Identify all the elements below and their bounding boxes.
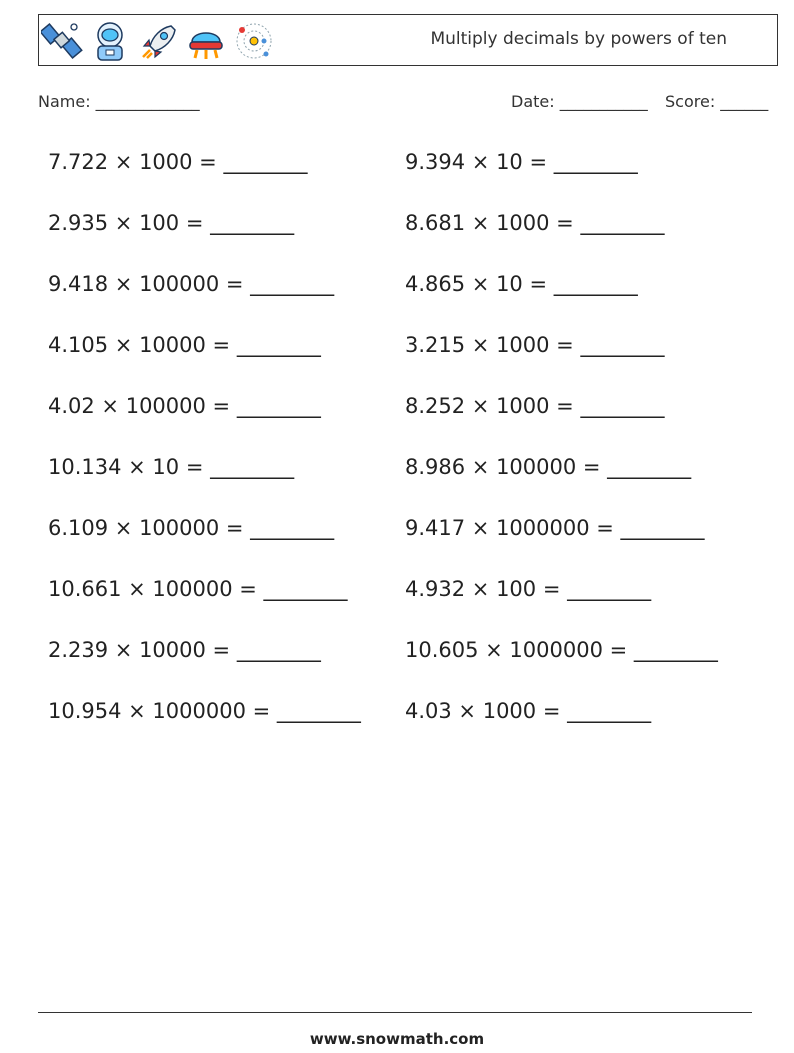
problem-item: 10.134 × 10 = ________ xyxy=(48,455,295,479)
problem-item: 8.252 × 1000 = ________ xyxy=(405,394,665,418)
satellite-icon xyxy=(41,20,83,62)
problem-item: 4.02 × 100000 = ________ xyxy=(48,394,321,418)
astronaut-icon xyxy=(89,20,131,62)
solar-system-icon xyxy=(233,20,275,62)
score-field: Score: ______ xyxy=(665,92,769,111)
problem-item: 4.03 × 1000 = ________ xyxy=(405,699,652,723)
problem-item: 9.418 × 100000 = ________ xyxy=(48,272,335,296)
footer-url[interactable]: www.snowmath.com xyxy=(309,1030,485,1048)
date-field: Date: ___________ xyxy=(511,92,648,111)
problem-item: 10.661 × 100000 = ________ xyxy=(48,577,348,601)
rocket-icon xyxy=(137,20,179,62)
problem-item: 10.954 × 1000000 = ________ xyxy=(48,699,361,723)
problem-item: 4.932 × 100 = ________ xyxy=(405,577,652,601)
name-field: Name: _____________ xyxy=(38,92,200,111)
problem-item: 10.605 × 1000000 = ________ xyxy=(405,638,718,662)
problem-item: 6.109 × 100000 = ________ xyxy=(48,516,335,540)
spaceship-icon xyxy=(185,20,227,62)
problem-item: 8.986 × 100000 = ________ xyxy=(405,455,692,479)
problem-item: 4.105 × 10000 = ________ xyxy=(48,333,321,357)
problem-item: 4.865 × 10 = ________ xyxy=(405,272,638,296)
problem-item: 2.239 × 10000 = ________ xyxy=(48,638,321,662)
problem-item: 9.417 × 1000000 = ________ xyxy=(405,516,705,540)
problem-item: 8.681 × 1000 = ________ xyxy=(405,211,665,235)
problem-item: 9.394 × 10 = ________ xyxy=(405,150,638,174)
problem-grid xyxy=(48,140,768,750)
footer-divider xyxy=(38,1012,752,1013)
problem-item: 7.722 × 1000 = ________ xyxy=(48,150,308,174)
icon-strip xyxy=(41,19,275,63)
problem-item: 2.935 × 100 = ________ xyxy=(48,211,295,235)
worksheet-title: Multiply decimals by powers of ten xyxy=(430,29,727,49)
problem-item: 3.215 × 1000 = ________ xyxy=(405,333,665,357)
header-box xyxy=(38,14,778,66)
